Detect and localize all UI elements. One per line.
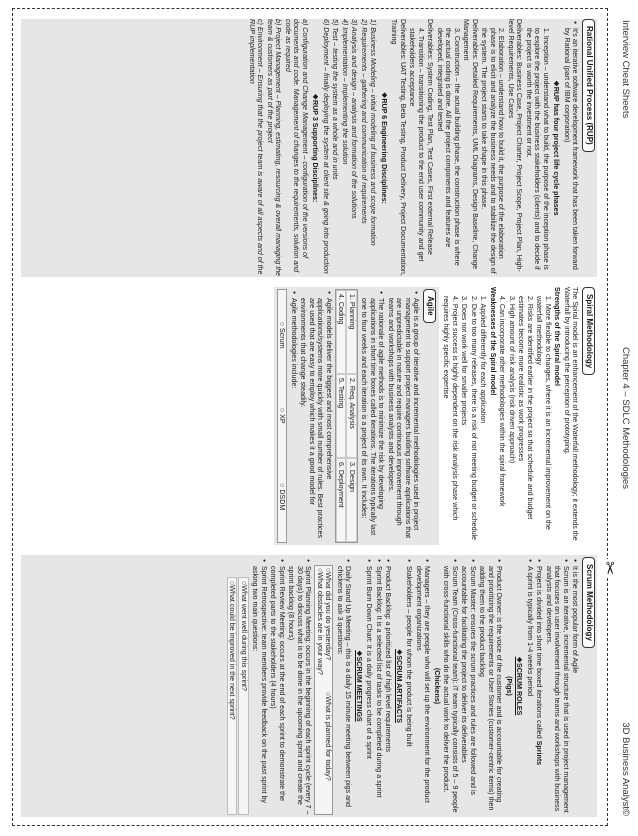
daily-question: ○ What is planned for today?	[324, 690, 333, 814]
rup-discipline-2: 2) Requirements – gathering and communication of requirements	[360, 19, 368, 224]
rup-phase-elaboration-deliverables: Deliverables: Detailed Requirements, UML Diagrams, Design Baseline, Change Management	[462, 19, 479, 270]
agile-step: 1. Planning	[347, 290, 358, 374]
scrum-artifacts-heading: ❖ SCRUM ARTIFACTS	[395, 557, 404, 815]
spiral-strengths-heading: Strengths of the Spiral model	[553, 287, 562, 386]
spiral-agile-column	[21, 287, 597, 545]
agile-iteration-steps	[335, 289, 358, 543]
scrum-roles-heading: ❖ SCRUM ROLES	[515, 557, 524, 815]
daily-question: ○ What obstacles are in your way?	[316, 566, 325, 814]
scrum-bullet-2: ● Scrum is an iterative, incremental structure that is used in project management that focuses on user involvement through teams and workshops with business analysts and developers.	[545, 557, 571, 815]
rup-discipline-1: 1) Business Modeling – initial modeling of business and scope formation	[369, 19, 378, 246]
spiral-weakness-2: 2. Due to too many releases, there is a risk of not meeting budget or schedule	[470, 296, 478, 541]
scrum-column	[21, 555, 597, 817]
header-right: 3D Business Analyst©	[620, 722, 631, 816]
scrum-meeting-retrospective: ● Sprint Retrospective: team members provide feedback on the past sprint by asking two main questions:	[251, 557, 268, 815]
agile-section	[274, 287, 439, 545]
rup-support-2: b) Project Management – Planning, estimating, resourcing & overall managing the team & customers as part of the project	[266, 19, 283, 277]
scrum-artifact-sprint-backlog: ● Sprint Backlog: It is a selected list of tasks to be completed during a sprint	[375, 557, 384, 815]
page-header	[616, 20, 634, 816]
daily-questions	[315, 565, 334, 815]
scrum-meeting-daily: ● Daily Stand Up Meeting – this is a daily 15 minute meeting between pigs and chickens to ask 3 questions:	[336, 557, 353, 815]
agile-step: 5. Testing	[336, 374, 347, 458]
agile-method: ○ XP	[278, 408, 287, 424]
rup-intro: ● It's an iterative software development framework that has been taken forward by Rational (part of IBM corporation)	[563, 19, 580, 277]
rup-support-1: a) Configuration and Change Management – configuration of the versions of documents and code. Management of changes to the requirements, solution and code as required	[284, 19, 309, 273]
spiral-weakness-4: 4. Project success is highly dependent on the risk analysis phase which requires highly specific expertise	[442, 296, 459, 521]
header-left: Interview Cheat Sheets	[620, 20, 631, 119]
scrum-meeting-review: ● Sprint Review Meeting: occurs at the end of each sprint to demonstrate the completed parts to the stakeholders (4 hours)	[269, 557, 286, 815]
scrum-role-stakeholders: ● Stakeholders – people for whom the product is being built	[405, 557, 414, 815]
agile-step: 3. Design	[347, 458, 358, 542]
agile-methods-list	[277, 289, 288, 543]
scissors-icon: ✂	[600, 561, 619, 576]
agile-bullet-1: ● Agile is a group of iterative and incremental methodologies used in project management to support project managers building software applications that are unpredictable in nature and require continuous improvement through teams and workshops with business analysts and developers.	[387, 289, 421, 543]
rup-discipline-5: 5) Test – testing the system as a whole and in units	[331, 19, 340, 180]
scrum-role-scrum-team: ● Scrum Team (Cross-functional team): iT team typically consists of 5 – 9 people with cross-functional skills who do the actual work to deliver the product.	[442, 557, 459, 815]
header-center: Chapter 4 – SDLC Methodologies	[620, 346, 631, 490]
agile-bullet-3: ● Agile models deliver the biggest and most comprehensive applications/systems more quickly with small number of rules. Best practices are used that are easy to employ which makes it a good model for environments that change steadily.	[299, 289, 333, 543]
spiral-title: Spiral Methodology	[583, 287, 596, 375]
spiral-weaknesses-heading: Weaknesses of the Spiral model	[489, 287, 497, 396]
spiral-intro: The Spiral model is an enhancement of the Waterfall methodology; it extends the Waterfall by introducing the perception of prototyping.	[563, 287, 580, 541]
agile-bullet-2: ● The rationale of agile methods is to minimize the risk by developing applications in short time boxes called iterations. The iterations typically last one to four weeks and each iteration is a project of its own. It includes:	[360, 289, 386, 543]
rup-support-3: c) Environment – Ensuring that the project team is aware of all aspects and of the RUP implementation	[248, 19, 265, 275]
scrum-bullet-3-text: Project is divided into short time boxed iterations called	[535, 566, 544, 741]
agile-title: Agile	[424, 289, 437, 323]
cut-out-frame	[12, 8, 619, 826]
scrum-pigs-label: (Pigs)	[505, 676, 513, 696]
agile-method: ○ DSDM	[278, 483, 287, 510]
rup-phases-heading: ❖ RUP has four project life cycle phases	[552, 19, 561, 277]
spiral-strength-4: 4. Can incorporate other methodologies within the spiral framework	[498, 296, 507, 507]
agile-method: ○ Scrum	[278, 322, 287, 349]
spiral-strength-3: 3. High amount of risk analysis (risk driven approach)	[508, 296, 516, 464]
scrum-role-product-owner: ● Product Owner: is the voice of the customer and is accountable for creating and prioritizing the requirements or User Stories (customer-centric items) then adding them to the product backlog	[478, 557, 504, 815]
spiral-strength-1: 1. More flexible to changes, where it is an incremental improvement on the waterfall methodology	[535, 296, 552, 530]
rup-engineering-heading: ❖ RUP 6 Engineering Disciplines:	[380, 19, 389, 277]
scrum-role-scrum-master: ● Scrum Master: ensures the scrum practices and rules are followed and is accountable for facilitating the project to deliver its deliverables	[460, 557, 477, 815]
agile-step: 6. Deployment	[336, 458, 347, 542]
retro-question: ○ What went well during this sprint?	[239, 577, 250, 815]
rup-phase-inception-deliverables: Deliverables: Business Case, Project Charter, Project Scope, Project Plan, High-level Requirements, Use Cases	[507, 19, 524, 272]
agile-step: 4. Coding	[336, 290, 347, 374]
scrum-title: Scrum Methodology	[583, 557, 596, 648]
rup-phase-elaboration: 2. Elaboration – understand how to build it, the purpose of the elaboration phase is to elicit and analyze the business needs and to stabilize the design of the system. The project starts to take shape in this phase.	[480, 28, 506, 274]
scrum-artifact-product-backlog: ● Product Backlog: a prioritized list of high level requirements	[384, 557, 393, 815]
rup-discipline-4: 4) Implementation – Implementing the solution	[341, 19, 349, 165]
rup-phase-transition-deliverables: Deliverables: UAT Testing, Beta Testing, Product Delivery, Project Documentation, Training	[390, 19, 407, 276]
spiral-weakness-1: 1. Applied differently for each application	[479, 296, 488, 424]
scrum-artifact-burn-down: ● Sprint Burn Down Chart: It is a daily progress chart of a sprint	[365, 557, 374, 815]
spiral-weakness-3: 3. Does not work well for smaller projects	[460, 296, 469, 426]
rup-phase-inception: 1. Inception – understand what to build, the purpose of the inception phase is to explore the project with the business stakeholders (clients) and to decide if the project is worth the investment or not.	[525, 28, 550, 270]
scrum-meetings-heading: ❖ SCRUM MEETINGS	[355, 557, 364, 815]
rup-phase-construction-deliverables: Deliverables: System Coding, Test Plan, Test Cases, First external Release	[426, 19, 435, 255]
scrum-bullet-1: ● It is the most popular form of Agile	[571, 557, 580, 815]
agile-step: 2. Req. Analysis	[347, 374, 358, 458]
rup-discipline-6: 6) Deployment – finally deploying the system at client site & going into production	[322, 19, 330, 274]
scrum-bullet-3	[535, 557, 544, 815]
scrum-meeting-planning: ● Sprint Planning Meeting: occurs in the beginning of each sprint cycle (every 7 – 30 days) to discuss what is to be done in the upcoming sprint and create the sprint backlog (8 hours)	[287, 557, 313, 815]
daily-question: ○ What did you do yesterday?	[324, 566, 333, 690]
rup-supporting-heading: ❖ RUP 3 Supporting Disciplines:	[311, 19, 320, 277]
scrum-chickens-label: (Chickens)	[433, 667, 441, 705]
rup-title: Rational Unified Process (RUP)	[583, 19, 596, 152]
scrum-sprints-term: Sprints	[535, 740, 544, 766]
rup-phase-transition: 4. Transition – transitioning the product to the end user community and get stakeholders acceptance	[408, 28, 425, 262]
rup-discipline-3: 3) Analysis and design – analysis and formation of the solutions	[350, 19, 359, 219]
retrospective-questions	[227, 577, 249, 815]
rup-column	[21, 19, 597, 277]
retro-question: ○ What could be improved in the next sprint?	[227, 577, 238, 815]
scrum-role-managers: ● Managers – they are people who will set up the environment for the product development organizations	[415, 557, 432, 815]
spiral-strength-2: 2. Risks are identified earlier in the project so that schedule and budget estimates become more realistic as work progresses	[517, 296, 534, 520]
rup-phase-construction: 3. Construction – the actual building phase, the construction phase is where the actual coding is done. All the project components and features are developed, integrated and tested	[436, 28, 461, 266]
scrum-bullet-4: ● A sprint is typically from 1-4 weeks period	[526, 557, 535, 815]
agile-bullet-4: ● Agile methodologies include:	[290, 289, 299, 543]
